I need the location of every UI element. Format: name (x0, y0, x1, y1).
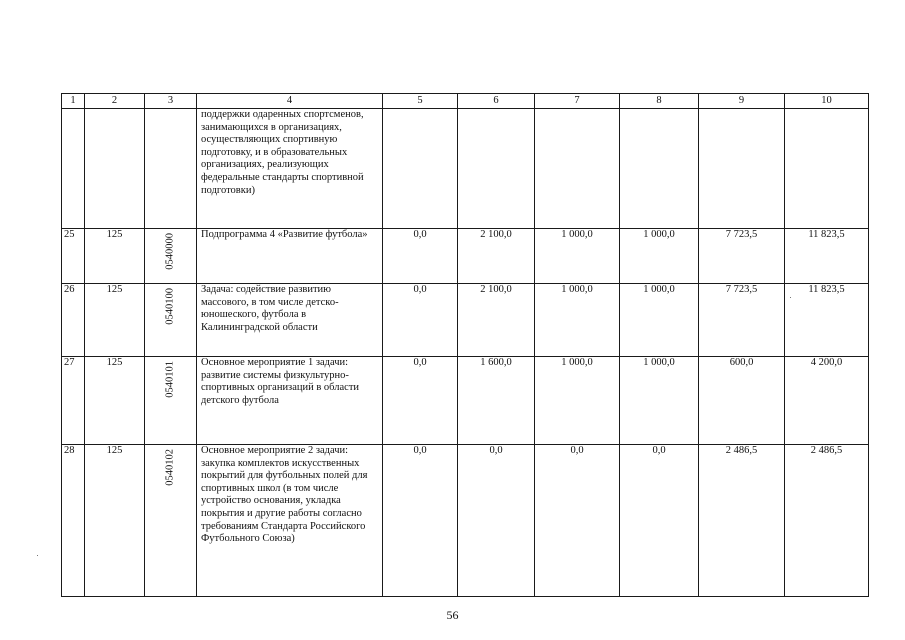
row-number: 26 (62, 284, 85, 357)
value-col-9: 2 486,5 (699, 445, 785, 597)
col-header-6: 6 (458, 94, 535, 109)
col-header-5: 5 (383, 94, 458, 109)
col-header-4: 4 (197, 94, 383, 109)
value-col-10: 11 823,5 (785, 229, 869, 284)
value-col-7: 0,0 (535, 445, 620, 597)
value-col-8: 1 000,0 (620, 357, 699, 445)
table-row (62, 284, 869, 357)
table-row (62, 445, 869, 597)
value-col-7: 1 000,0 (535, 229, 620, 284)
col-header-7: 7 (535, 94, 620, 109)
value-col-8: 1 000,0 (620, 284, 699, 357)
col-header-1: 1 (62, 94, 85, 109)
table-row (62, 229, 869, 284)
target-article-code: 0540101 (164, 361, 176, 398)
item-name: Подпрограмма 4 «Развитие футбола» (197, 229, 383, 284)
row-number: 25 (62, 229, 85, 284)
value-col-6: 1 600,0 (458, 357, 535, 445)
value-col-10: 4 200,0 (785, 357, 869, 445)
header-row (62, 94, 869, 109)
target-article-code: 0540000 (164, 233, 176, 270)
grbs-code: 125 (85, 357, 145, 445)
target-article-code: 0540102 (164, 449, 176, 486)
page-number: 56 (446, 608, 459, 622)
grbs-code: 125 (85, 284, 145, 357)
item-name: Задача: содействие развитию массового, в том числе детско-юношеского, футбола в Калининградской области (197, 284, 383, 357)
value-col-5: 0,0 (383, 445, 458, 597)
value-col-5: 0,0 (383, 229, 458, 284)
col-header-8: 8 (620, 94, 699, 109)
value-col-8: 0,0 (620, 445, 699, 597)
value-col-10: 2 486,5 (785, 445, 869, 597)
value-col-8: 1 000,0 (620, 229, 699, 284)
value-col-7: 1 000,0 (535, 357, 620, 445)
value-col-9: 7 723,5 (699, 229, 785, 284)
value-col-9: 7 723,5 (699, 284, 785, 357)
col-header-10: 10 (785, 94, 869, 109)
grbs-code: 125 (85, 445, 145, 597)
continuation-row (62, 109, 869, 229)
value-col-5: 0,0 (383, 357, 458, 445)
value-col-6: 2 100,0 (458, 229, 535, 284)
scan-speck (37, 555, 38, 556)
value-col-7: 1 000,0 (535, 284, 620, 357)
continuation-text: поддержки одаренных спортсменов, занимающихся в организациях, осуществляющих спортивную подготовку, и в образовательных организациях, реализующих федеральные стандарты спортивной подготовки) (197, 109, 383, 229)
col-header-9: 9 (699, 94, 785, 109)
item-name: Основное мероприятие 1 задачи: развитие системы физкультурно-спортивных организаций в области детского футбола (197, 357, 383, 445)
value-col-9: 600,0 (699, 357, 785, 445)
item-name: Основное мероприятие 2 задачи: закупка комплектов искусственных покрытий для футбольных полей для спортивных школ (в том числе устройство основания, укладка покрытия и другие работы согласно требованиям Стандарта Российского Футбольного Союза) (197, 445, 383, 597)
target-article-code: 0540100 (164, 288, 176, 325)
col-header-2: 2 (85, 94, 145, 109)
value-col-5: 0,0 (383, 284, 458, 357)
grbs-code: 125 (85, 229, 145, 284)
value-col-6: 2 100,0 (458, 284, 535, 357)
table-row (62, 357, 869, 445)
value-col-6: 0,0 (458, 445, 535, 597)
col-header-3: 3 (145, 94, 197, 109)
row-number: 27 (62, 357, 85, 445)
row-number: 28 (62, 445, 85, 597)
value-col-10: 11 823,5 (785, 284, 869, 357)
scan-speck (790, 297, 791, 298)
budget-table (61, 93, 869, 597)
